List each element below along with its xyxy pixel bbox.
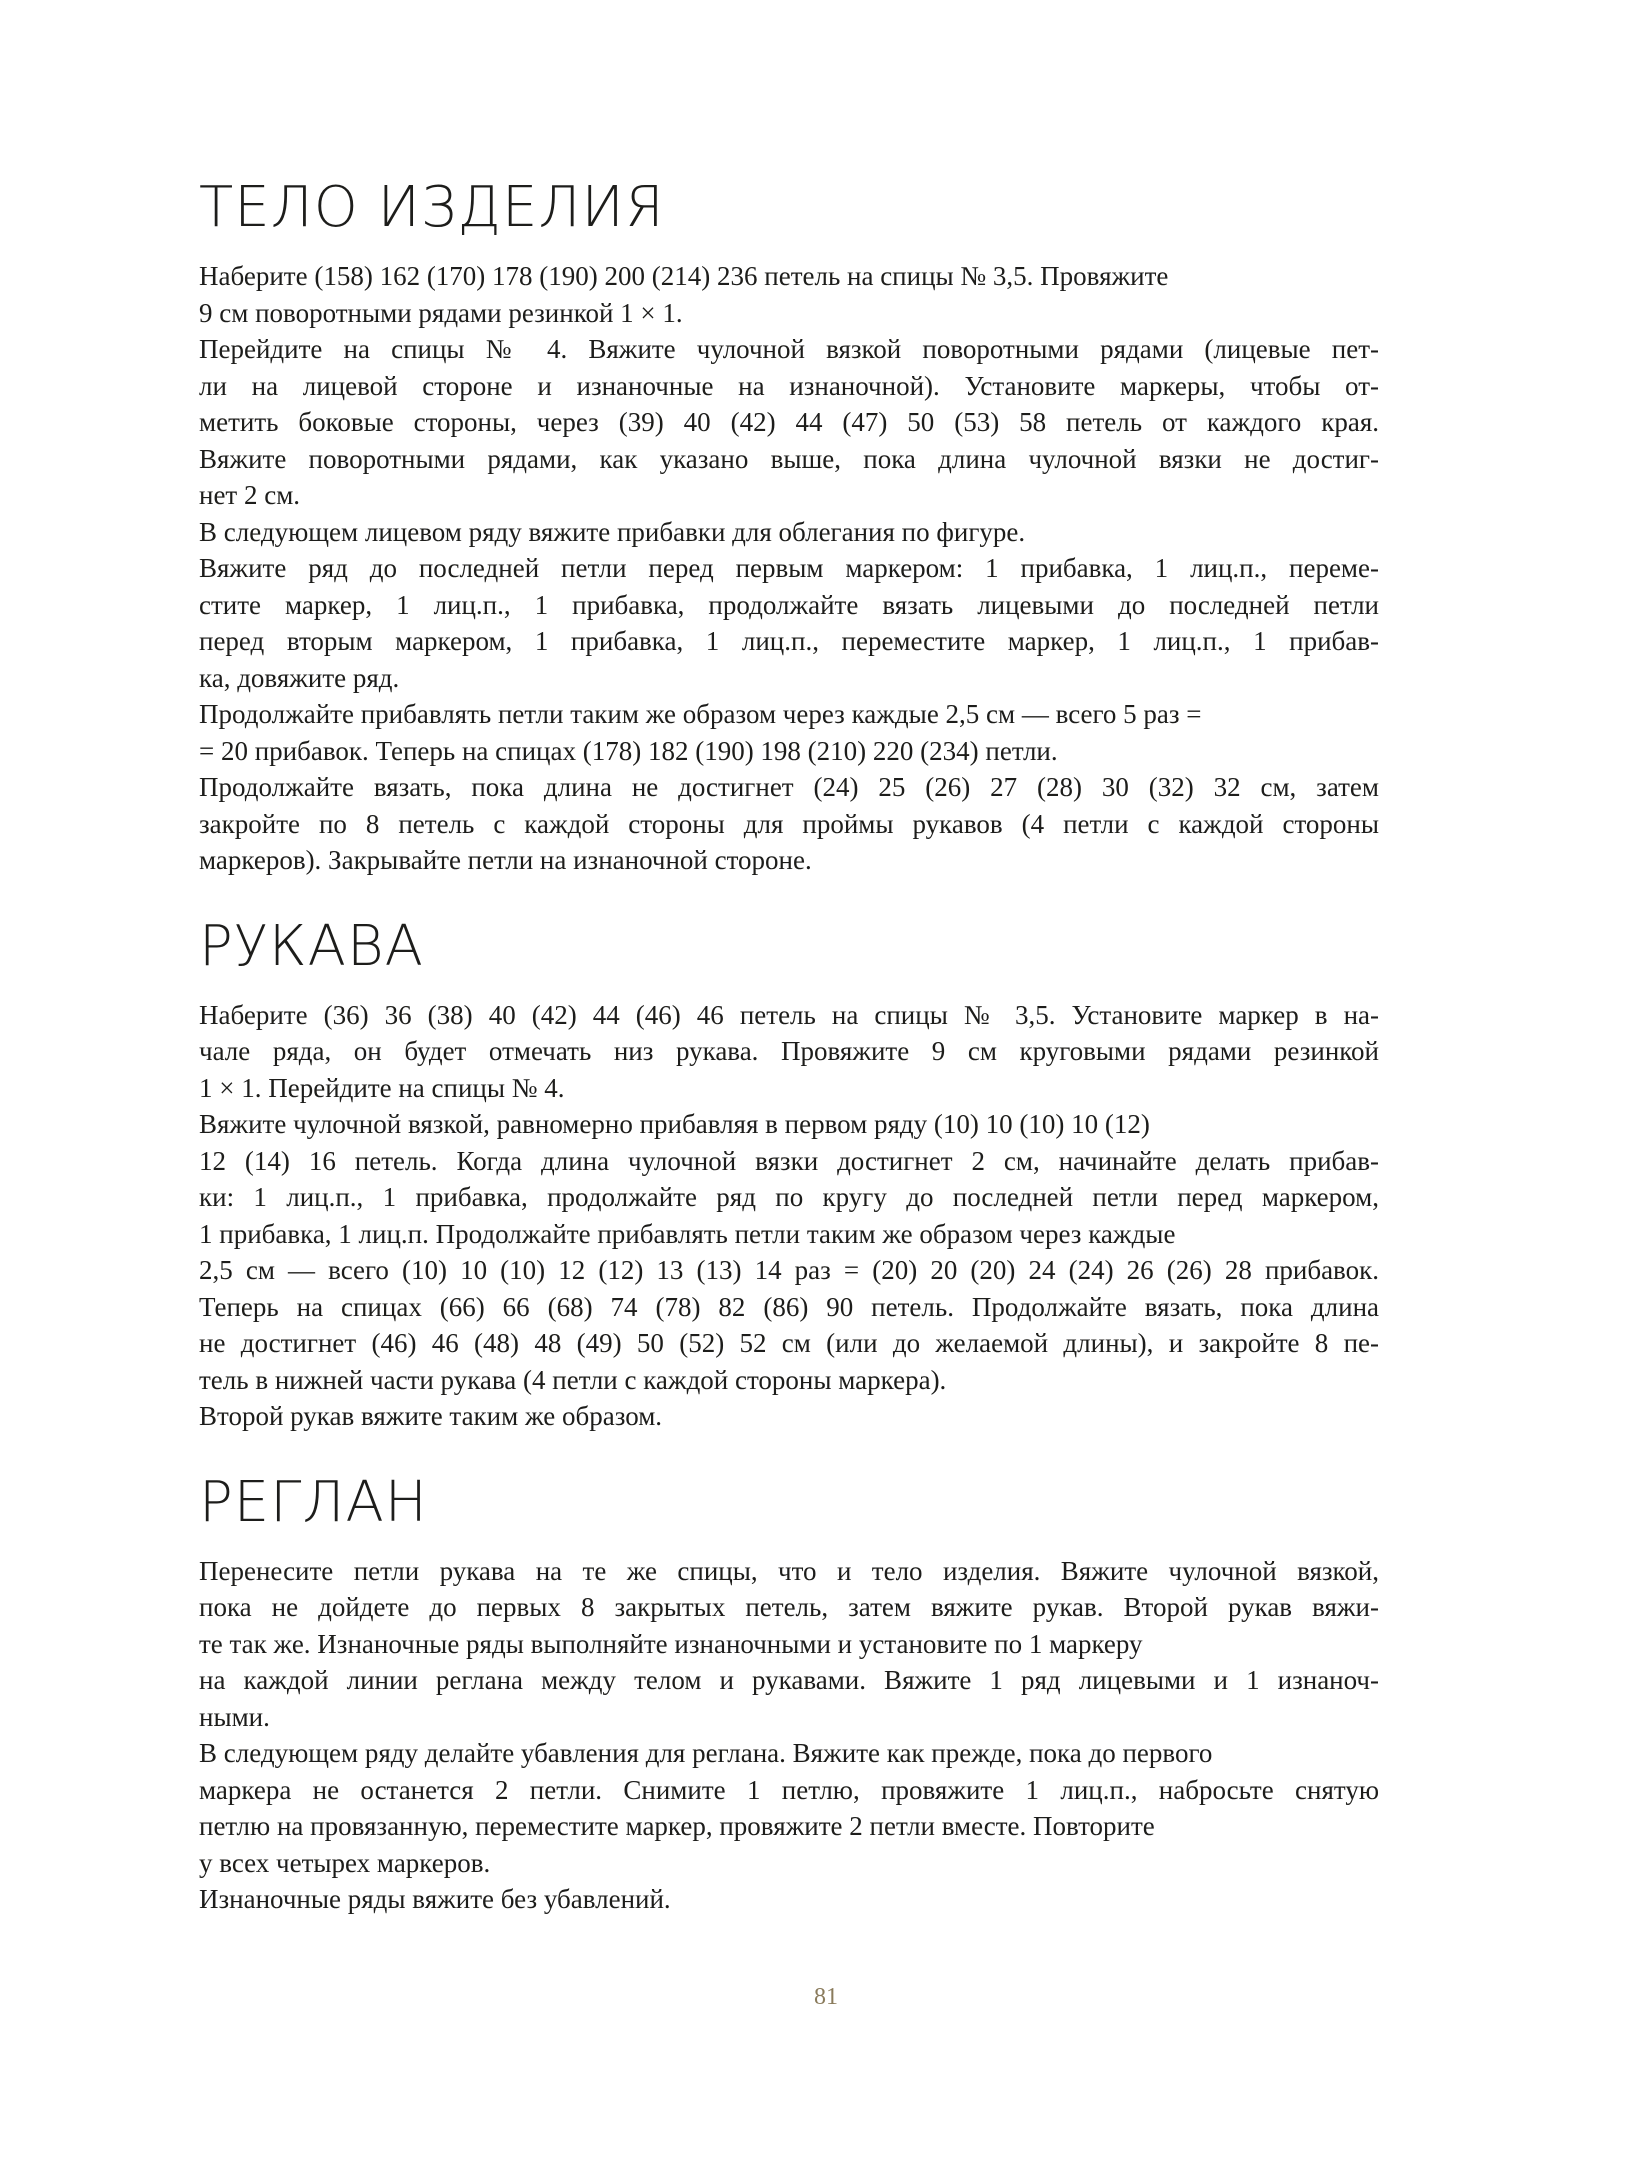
text-line: 1 прибавка, 1 лиц.п. Продолжайте прибавлять петли таким же образом через каждые [199,1218,1176,1249]
section-title-body: ТЕЛО ИЗДЕЛИЯ [199,175,665,240]
text-line: те так же. Изнаночные ряды выполняйте изнаночными и установите по 1 маркеру [199,1628,1143,1659]
text-line: ными. [199,1701,270,1732]
text-line: Наберите (158) 162 (170) 178 (190) 200 (214) 236 петель на спицы № 3,5. Провяжите [199,261,1169,291]
text-line: Наберите (36) 36 (38) 40 (42) 44 (46) 46 петель на спицы № 3,5. Установите маркер в на- [199,999,1379,1030]
text-line: стите маркер, 1 лиц.п., 1 прибавка, продолжайте вязать лицевыми до последней петли [199,589,1379,620]
text-line: Вяжите поворотными рядами, как указано выше, пока длина чулочной вязки не достиг- [199,443,1379,474]
text-line: на каждой линии реглана между телом и рукавами. Вяжите 1 ряд лицевыми и 1 изнаноч- [199,1665,1379,1695]
section-body [199,175,1379,879]
text-line: В следующем лицевом ряду вяжите прибавки для облегания по фигуре. [199,516,1026,547]
section-raglan [199,1469,1379,1918]
page-number: 81 [814,1984,838,2010]
text-line: Продолжайте прибавлять петли таким же образом через каждые 2,5 см — всего 5 раз = [199,699,1202,729]
text-line: ли на лицевой стороне и изнаночные на изнаночной). Установите маркеры, чтобы от- [199,370,1379,401]
text-line: нет 2 см. [199,480,301,510]
section-body-text [199,258,1379,879]
text-line: пока не дойдете до первых 8 закрытых петель, затем вяжите рукав. Второй рукав вяжи- [199,1592,1379,1622]
text-line: маркера не останется 2 петли. Снимите 1 петлю, провяжите 1 лиц.п., набросьте снятую [199,1774,1379,1805]
text-line: Второй рукав вяжите таким же образом. [199,1401,663,1431]
text-line: Вяжите чулочной вязкой, равномерно прибавляя в первом ряду (10) 10 (10) 10 (12) [199,1109,1150,1139]
text-line: ки: 1 лиц.п., 1 прибавка, продолжайте ряд по кругу до последней петли перед маркером, [199,1182,1379,1212]
page-content [199,175,1379,1958]
text-line: Перейдите на спицы № 4. Вяжите чулочной вязкой поворотными рядами (лицевые пет- [199,334,1379,364]
text-line: 1 × 1. Перейдите на спицы № 4. [199,1072,565,1103]
text-line: 2,5 см — всего (10) 10 (10) 12 (12) 13 (13) 14 раз = (20) 20 (20) 24 (24) 26 (26) 28 прибавок. [199,1255,1379,1285]
text-line: Вяжите ряд до последней петли перед первым маркером: 1 прибавка, 1 лиц.п., переме- [199,553,1379,583]
text-line: метить боковые стороны, через (39) 40 (42) 44 (47) 50 (53) 58 петель от каждого края. [199,407,1379,437]
text-line: 9 см поворотными рядами резинкой 1 × 1. [199,297,683,328]
text-line: Теперь на спицах (66) 66 (68) 74 (78) 82 (86) 90 петель. Продолжайте вязать, пока длина [199,1291,1379,1322]
text-line: ка, довяжите ряд. [199,662,400,693]
text-line: у всех четырех маркеров. [199,1847,491,1878]
section-sleeves [199,913,1379,1435]
section-title-raglan: РЕГЛАН [199,1469,428,1535]
section-sleeves-text [199,997,1379,1435]
section-raglan-text [199,1553,1379,1918]
text-line: петлю на провязанную, переместите маркер, провяжите 2 петли вместе. Повторите [199,1811,1155,1841]
text-line: Изнаночные ряды вяжите без убавлений. [199,1884,671,1914]
text-line: Продолжайте вязать, пока длина не достигнет (24) 25 (26) 27 (28) 30 (32) 32 см, затем [199,772,1379,802]
text-line: Перенесите петли рукава на те же спицы, что и тело изделия. Вяжите чулочной вязкой, [199,1555,1379,1586]
text-line: не достигнет (46) 46 (48) 48 (49) 50 (52) 52 см (или до желаемой длины), и закройте 8 пе- [199,1328,1379,1358]
text-line: 12 (14) 16 петель. Когда длина чулочной вязки достигнет 2 см, начинайте делать прибав- [199,1145,1379,1176]
text-line: чале ряда, он будет отмечать низ рукава. Провяжите 9 см круговыми рядами резинкой [199,1036,1379,1066]
text-line: перед вторым маркером, 1 прибавка, 1 лиц.п., переместите маркер, 1 лиц.п., 1 прибав- [199,626,1379,656]
text-line: закройте по 8 петель с каждой стороны для проймы рукавов (4 петли с каждой стороны [199,808,1379,839]
section-title-sleeves: РУКАВА [199,913,424,979]
text-line: тель в нижней части рукава (4 петли с каждой стороны маркера). [199,1364,947,1395]
text-line: маркеров). Закрывайте петли на изнаночной стороне. [199,845,812,875]
text-line: В следующем ряду делайте убавления для реглана. Вяжите как прежде, пока до первого [199,1738,1213,1768]
text-line: = 20 прибавок. Теперь на спицах (178) 182 (190) 198 (210) 220 (234) петли. [199,735,1058,766]
